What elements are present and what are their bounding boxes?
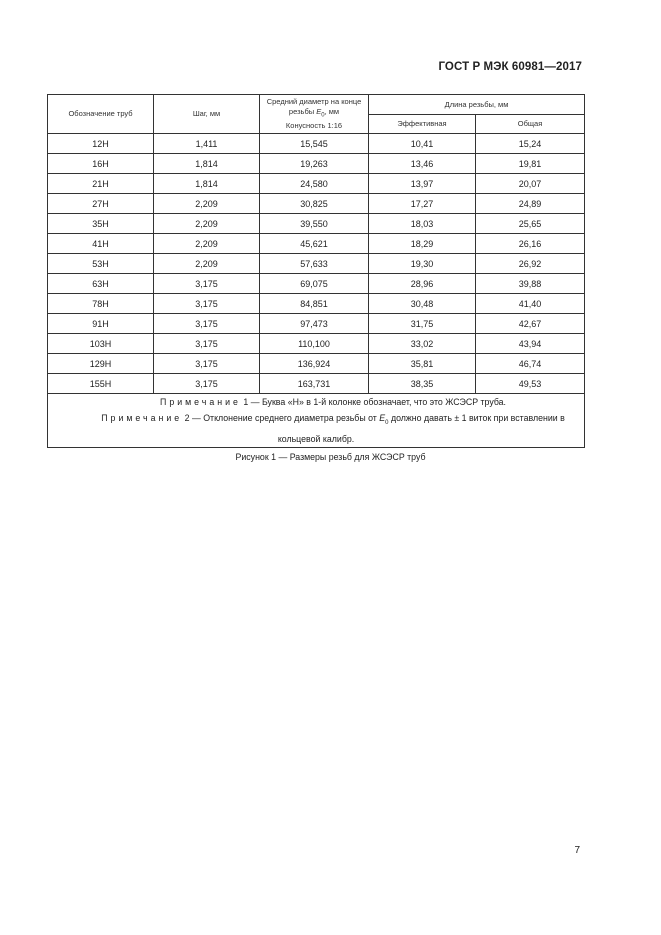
- table-row: [48, 154, 585, 174]
- table-row: [48, 274, 585, 294]
- cell-effective-length: 18,29: [369, 234, 476, 254]
- cell-designation: 155H: [48, 374, 154, 394]
- cell-mean-diameter: 84,851: [260, 294, 369, 314]
- cell-total-length: 42,67: [476, 314, 585, 334]
- cell-effective-length: 18,03: [369, 214, 476, 234]
- cell-designation: 27H: [48, 194, 154, 214]
- cell-total-length: 19,81: [476, 154, 585, 174]
- cell-mean-diameter: 69,075: [260, 274, 369, 294]
- header-designation: [48, 95, 154, 134]
- table-row: [48, 174, 585, 194]
- cell-pitch: 2,209: [154, 214, 260, 234]
- header-total-label: Общая: [517, 119, 543, 128]
- note-2: [48, 410, 584, 447]
- cell-mean-diameter: 97,473: [260, 314, 369, 334]
- table-row: [48, 294, 585, 314]
- cell-pitch: 1,411: [154, 134, 260, 154]
- cell-pitch: 2,209: [154, 254, 260, 274]
- cell-designation: 16H: [48, 154, 154, 174]
- cell-pitch: 1,814: [154, 174, 260, 194]
- thread-dimensions-table: [47, 94, 585, 448]
- header-mean-diameter-label: [260, 97, 368, 121]
- table-row: [48, 214, 585, 234]
- mean-diameter-subscript: 0: [321, 112, 325, 119]
- cell-designation: 91H: [48, 314, 154, 334]
- note-2-text-before: — Отклонение среднего диаметра резьбы от: [191, 413, 377, 423]
- cell-mean-diameter: 19,263: [260, 154, 369, 174]
- cell-total-length: 46,74: [476, 354, 585, 374]
- cell-pitch: 3,175: [154, 274, 260, 294]
- mean-diameter-prefix: Средний диаметр на конце резьбы: [266, 97, 362, 117]
- note-1: [48, 394, 584, 410]
- document-code: ГОСТ Р МЭК 60981—2017: [438, 61, 582, 73]
- table-header: [48, 95, 585, 134]
- cell-designation: 41H: [48, 234, 154, 254]
- mean-diameter-symbol: E: [316, 107, 322, 117]
- header-row-1: [48, 95, 585, 115]
- header-effective: [369, 115, 476, 134]
- cell-mean-diameter: 163,731: [260, 374, 369, 394]
- table-row: [48, 374, 585, 394]
- cell-effective-length: 10,41: [369, 134, 476, 154]
- cell-pitch: 3,175: [154, 374, 260, 394]
- cell-pitch: 2,209: [154, 194, 260, 214]
- note-2-text-after: должно давать ± 1 виток при вставлении в кольцевой калибр.: [277, 413, 565, 444]
- header-thread-length: [369, 95, 585, 115]
- note-1-label: Примечание: [160, 397, 241, 407]
- cell-designation: 103H: [48, 334, 154, 354]
- cell-effective-length: 19,30: [369, 254, 476, 274]
- cell-mean-diameter: 30,825: [260, 194, 369, 214]
- cell-designation: 12H: [48, 134, 154, 154]
- cell-total-length: 41,40: [476, 294, 585, 314]
- cell-total-length: 49,53: [476, 374, 585, 394]
- header-pitch-label: Шаг, мм: [192, 109, 221, 118]
- cell-total-length: 39,88: [476, 274, 585, 294]
- table-row: [48, 194, 585, 214]
- header-pitch: [154, 95, 260, 134]
- cell-effective-length: 13,97: [369, 174, 476, 194]
- note-2-number: 2: [184, 413, 190, 423]
- header-taper: Конусность 1:16: [285, 120, 343, 130]
- table-row: [48, 234, 585, 254]
- cell-pitch: 1,814: [154, 154, 260, 174]
- cell-designation: 78H: [48, 294, 154, 314]
- cell-pitch: 3,175: [154, 294, 260, 314]
- cell-total-length: 26,92: [476, 254, 585, 274]
- notes-cell: [48, 394, 585, 448]
- cell-effective-length: 38,35: [369, 374, 476, 394]
- cell-designation: 21H: [48, 174, 154, 194]
- table-row: [48, 354, 585, 374]
- cell-effective-length: 33,02: [369, 334, 476, 354]
- note-2-label: Примечание: [101, 413, 183, 423]
- cell-mean-diameter: 110,100: [260, 334, 369, 354]
- note-1-number: 1: [243, 397, 249, 407]
- cell-total-length: 43,94: [476, 334, 585, 354]
- cell-effective-length: 28,96: [369, 274, 476, 294]
- cell-mean-diameter: 24,580: [260, 174, 369, 194]
- table-row: [48, 334, 585, 354]
- cell-designation: 35H: [48, 214, 154, 234]
- header-total: [476, 115, 585, 134]
- note-1-text: — Буква «Н» в 1-й колонке обозначает, что это ЖСЭСР труба.: [250, 397, 507, 407]
- header-designation-label: Обозначение труб: [68, 109, 133, 118]
- cell-designation: 129H: [48, 354, 154, 374]
- cell-designation: 53H: [48, 254, 154, 274]
- cell-effective-length: 35,81: [369, 354, 476, 374]
- note-2-symbol: E: [379, 413, 386, 423]
- cell-effective-length: 13,46: [369, 154, 476, 174]
- cell-mean-diameter: 57,633: [260, 254, 369, 274]
- cell-pitch: 3,175: [154, 334, 260, 354]
- table-row: [48, 314, 585, 334]
- cell-effective-length: 30,48: [369, 294, 476, 314]
- cell-effective-length: 31,75: [369, 314, 476, 334]
- table-row: [48, 134, 585, 154]
- notes-row: [48, 394, 585, 448]
- note-2-subscript: 0: [385, 419, 389, 426]
- cell-total-length: 20,07: [476, 174, 585, 194]
- cell-pitch: 3,175: [154, 314, 260, 334]
- header-effective-label: Эффективная: [397, 119, 447, 128]
- page-number: 7: [574, 845, 580, 856]
- cell-total-length: 24,89: [476, 194, 585, 214]
- cell-mean-diameter: 39,550: [260, 214, 369, 234]
- cell-total-length: 15,24: [476, 134, 585, 154]
- cell-designation: 63H: [48, 274, 154, 294]
- cell-pitch: 2,209: [154, 234, 260, 254]
- cell-total-length: 26,16: [476, 234, 585, 254]
- mean-diameter-suffix: , мм: [324, 107, 340, 117]
- table-row: [48, 254, 585, 274]
- cell-effective-length: 17,27: [369, 194, 476, 214]
- cell-mean-diameter: 136,924: [260, 354, 369, 374]
- table-body: [48, 134, 585, 448]
- cell-mean-diameter: 45,621: [260, 234, 369, 254]
- header-thread-length-label: Длина резьбы, мм: [444, 99, 509, 109]
- cell-mean-diameter: 15,545: [260, 134, 369, 154]
- cell-pitch: 3,175: [154, 354, 260, 374]
- header-mean-diameter: [260, 95, 369, 134]
- cell-total-length: 25,65: [476, 214, 585, 234]
- figure-caption: Рисунок 1 — Размеры резьб для ЖСЭСР труб: [235, 452, 426, 462]
